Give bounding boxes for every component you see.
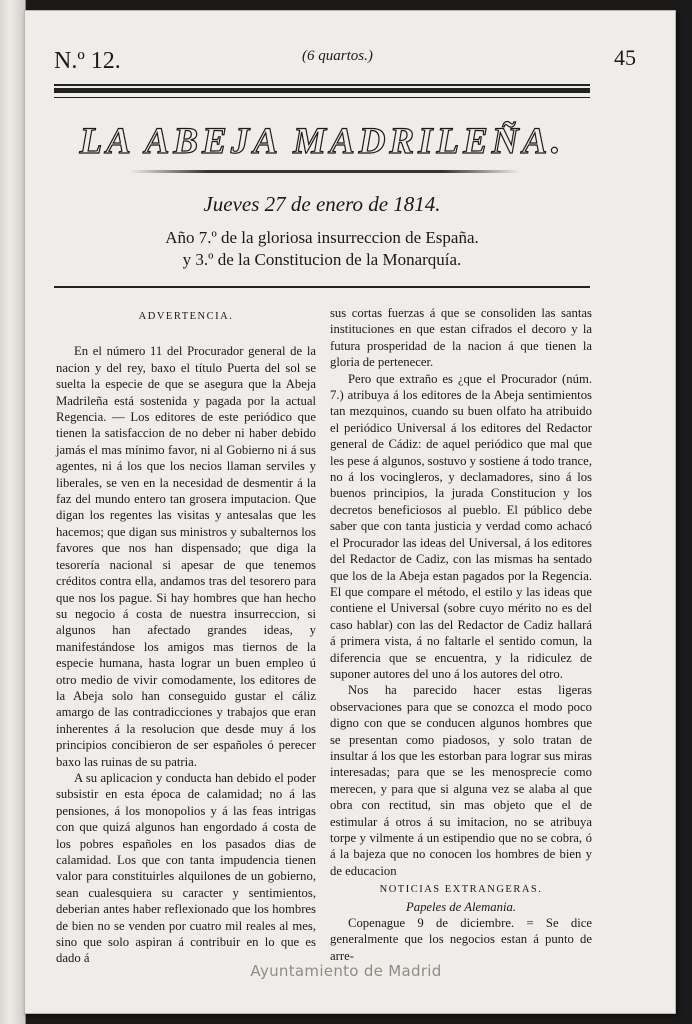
advertencia-heading: ADVERTENCIA. <box>138 311 234 322</box>
constitution-year-line: y 3.º de la Constitucion de la Monarquía. <box>182 250 462 269</box>
issue-price: (6 quartos.) <box>302 48 373 64</box>
advertencia-paragraph-2: A su aplicacion y conducta han debido el poder subsistir en esta época de calamidad; no á las pensiones, á los monopolios y á las feas intrigas con que quizá algunos han engordado á costa de los pobres españoles en los pasados dias de calamidad. Los que con tanta impudencia tienen valor para constituirles alquilones de un gobierno, sean cualesquiera su caracter y sentimientos, deberian antes haber reflexionado que los hombres de bien no se venden por cuatro mil reales al mes, sino que solo aspiran á contribuir en lo que es dado á <box>56 770 316 966</box>
right-column <box>330 305 592 964</box>
observations-paragraph: Nos ha parecido hacer estas ligeras observaciones para que se conozca el modo poco digno con que se conducen algunos hombres que se presentan como piadosos, y solo tratan de insultar á los que les estorban para lograr sus miras interesadas; para que se les menosprecie como merecen, y para que si alguna vez se alaba al que obra con rectitud, sin mas objeto que el de estimular á otros á su imitacion, no se atribuya torpe y vilmente á un estipendio que no se cobra, ó á la bajeza que no conocen los hombres de bien y de educacion <box>330 683 592 878</box>
header-rule-top <box>54 84 590 86</box>
header-rule-thick <box>54 88 590 93</box>
header-rule-bottom <box>54 97 590 98</box>
page-number: 45 <box>614 45 636 70</box>
dateline: Jueves 27 de enero de 1814. <box>203 192 441 216</box>
adjacent-page-edge <box>0 0 26 1024</box>
masthead-title: LA ABEJA MADRILEÑA. <box>79 121 565 162</box>
body-separator-rule <box>54 286 590 288</box>
procurador-paragraph: Pero que extraño es ¿que el Procurador (núm. 7.) atribuya á los editores de la Abeja sentimientos tan mezquinos, cuando su buen olfato ha atribuido el periódico Universal á los editores del Redactor general de Cádiz: de aquel periódico que mal que les pese á algunos, sostuvo y sostiene á todo trance, no á los vocingleros, y declamadores, sino á los buenos principios, la jurada Constitucion y los decretos beneficiosos al pueblo. El público debe saber que con tanta justicia y verdad como achacó el Procurador las ideas del Universal, á los editores del Redactor de Cadiz, con las mismas ha sentado que los de la Abeja estan pagados por la Regencia. El que compare el método, el estilo y las ideas que contiene el Universal (sobre cuyo mérito no es del caso hablar) con las del Redactor de Cadiz hallará á primera vista, á no faltarle el sentido comun, la diferencia que se encuentra, y la ridiculez de suponer autores del uno á los autores del otro. <box>330 371 592 681</box>
insurrection-year-line: Año 7.º de la gloriosa insurreccion de España. <box>165 228 479 247</box>
masthead-ornament-rule <box>130 170 520 173</box>
germany-papers-subheading: Papeles de Alemania. <box>405 899 517 914</box>
continuation-paragraph: sus cortas fuerzas á que se consoliden las santas instituciones en que estan cifrados el decoro y la futura prosperidad de la nacion á que tienen la gloria de pertenecer. <box>330 306 592 370</box>
advertencia-paragraph-1: En el número 11 del Procurador general de la nacion y del rey, baxo el título Puerta del sol se suelta la especie de que se asegura que la Abeja Madrileña está sostenida y pagada por la actual Regencia. — Los editores de este periódico que tienen la satisfaccion de no deber ni haber debido jamás el mas mínimo favor, ni al Gobierno ni á sus agentes, ni á los que los necios llaman serviles y liberales, se ven en la necesidad de desmentir á la faz del mundo entero tan grosera imputacion. Que digan los regentes las visitas y antesalas que les hacemos; que digan sus ministros y subalternos los favores que nos han dispensado; que diga la tesorería nacional si apesar de que tenemos créditos contra ella, andamos tras del tesorero para que nos los pague. Si hay hombres que han hecho su negocio á costa de nuestra insurreccion, si algunos han afectado grandes ideas, y manifestándose los amigos mas tiernos de la especie humana, hasta lograr un buen empleo ú otro medio de vivir comodamente, los editores de la Abeja solo han conseguido gustar el cáliz amargo de las contradicciones y trabajos que eran inherentes á la resolucion que desde muy á los principios concibieron de ser españoles ó perecer baxo las ruinas de su patria. <box>56 344 316 769</box>
foreign-news-heading: NOTICIAS EXTRANGERAS. <box>379 884 543 896</box>
issue-number: N.º 12. <box>54 48 121 74</box>
copenhagen-paragraph: Copenague 9 de diciembre. = Se dice generalmente que los negocios estan á punto de arre- <box>330 916 592 963</box>
left-column <box>56 309 316 967</box>
archive-watermark: Ayuntamiento de Madrid <box>250 962 442 980</box>
